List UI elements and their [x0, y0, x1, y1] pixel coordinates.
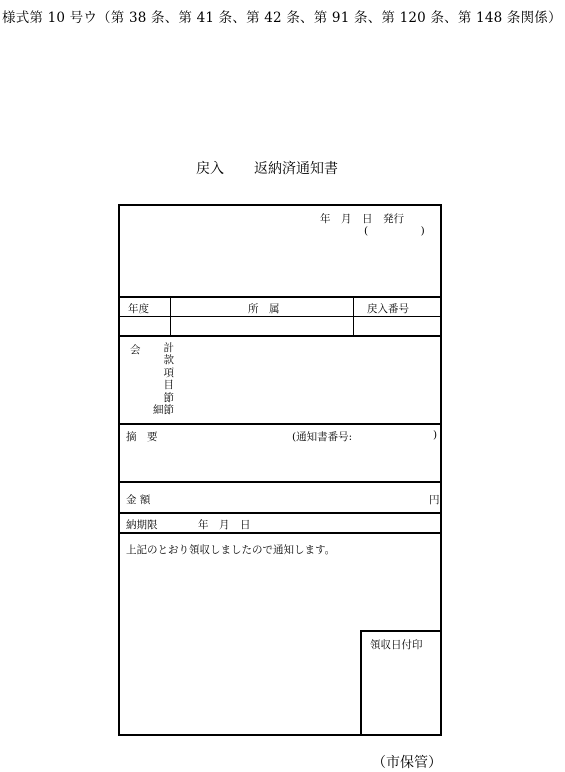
city-retention-note: （市保管） — [372, 755, 442, 771]
receipt-stamp-label: 領収日付印 — [370, 639, 423, 651]
title-reimbursement: 戻入 — [196, 161, 224, 177]
account-kai-label: 会 — [130, 344, 141, 356]
account-item: 款 — [163, 354, 174, 367]
divider — [120, 335, 440, 337]
account-item: 計 — [163, 342, 174, 354]
issue-date-line: 年 月 日 発行 — [320, 213, 404, 225]
divider — [120, 532, 440, 534]
account-item: 細節 — [153, 404, 174, 417]
column-divider — [170, 296, 171, 336]
col-number-label: 戻入番号 — [367, 303, 409, 315]
deadline-label: 納期限 — [126, 519, 158, 531]
deadline-date: 年 月 日 — [198, 519, 251, 531]
notice-number-close: ) — [433, 429, 438, 441]
column-divider — [353, 296, 354, 336]
account-item: 節 — [163, 391, 174, 404]
divider — [120, 481, 440, 483]
receipt-stamp-box — [360, 630, 442, 736]
notice-number-label: (通知書番号: — [292, 431, 353, 443]
yen-unit: 円 — [429, 494, 440, 506]
amount-label: 金 額 — [126, 494, 151, 506]
col-year-label: 年度 — [128, 303, 149, 315]
notice-form — [118, 204, 442, 736]
summary-label: 摘 要 — [126, 431, 158, 443]
title-notice: 返納済通知書 — [254, 161, 338, 177]
account-item: 目 — [163, 379, 174, 392]
divider — [120, 423, 440, 425]
account-items — [144, 342, 174, 416]
receipt-message: 上記のとおり領収しましたので通知します。 — [126, 544, 336, 556]
issue-paren: ( ) — [364, 225, 425, 237]
form-number-header: 様式第 10 号ウ（第 38 条、第 41 条、第 42 条、第 91 条、第 120 条、第 148 条関係） — [2, 10, 562, 26]
divider — [120, 316, 440, 317]
col-affiliation-label: 所 属 — [248, 303, 280, 315]
divider — [120, 512, 440, 514]
document-title — [196, 158, 338, 178]
account-item: 項 — [163, 366, 174, 379]
divider — [120, 296, 440, 298]
